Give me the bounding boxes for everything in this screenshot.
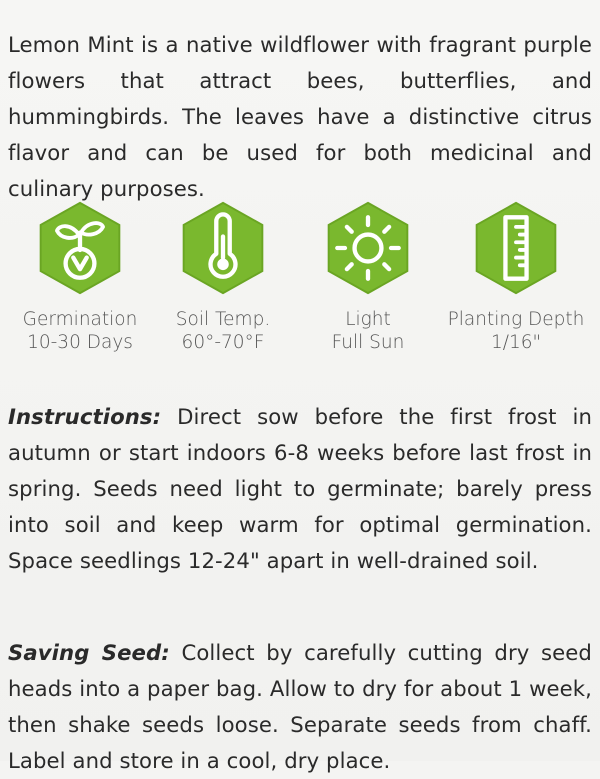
thermometer-icon: [175, 200, 271, 296]
ruler-icon: [468, 200, 564, 296]
saving-seed-heading: Saving Seed:: [8, 640, 170, 666]
instructions-paragraph: [8, 399, 592, 579]
soil-temp-label: Soil Temp.: [175, 309, 271, 330]
planting-depth-value: 1/16": [490, 332, 542, 353]
germination-value: 10-30 Days: [27, 332, 133, 353]
light-info: [288, 200, 448, 354]
saving-seed-paragraph: [8, 635, 592, 779]
instructions-heading: Instructions:: [8, 404, 162, 430]
growing-info-icons: [0, 200, 600, 370]
soil-temp-info: [143, 200, 303, 354]
planting-depth-label: Planting Depth: [447, 309, 585, 330]
soil-temp-value: 60°-70°F: [181, 332, 265, 353]
sun-icon: [320, 200, 416, 296]
light-value: Full Sun: [331, 332, 405, 353]
saving-seed-text: Collect by carefully cutting dry seed heads into a paper bag. Allow to dry for about 1 week, then shake seeds loose. Separate seeds from chaff. Label and store in a cool, dry place.: [8, 640, 592, 774]
sprout-icon: [32, 200, 128, 296]
germination-label: Germination: [22, 309, 138, 330]
instructions-text: Direct sow before the first frost in autumn or start indoors 6-8 weeks before last frost in spring. Seeds need light to germinate; barely press into soil and keep warm for optimal germination. Space seedlings 12-24" apart in well-drained soil.: [8, 404, 592, 574]
light-label: Light: [345, 309, 391, 330]
intro-description: Lemon Mint is a native wildflower with fragrant purple flowers that attract bees, butterflies, and hummingbirds. The leaves have a distinctive citrus flavor and can be used for both medicinal and culinary purposes.: [8, 32, 592, 202]
germination-info: [0, 200, 160, 354]
planting-depth-info: [436, 200, 596, 354]
